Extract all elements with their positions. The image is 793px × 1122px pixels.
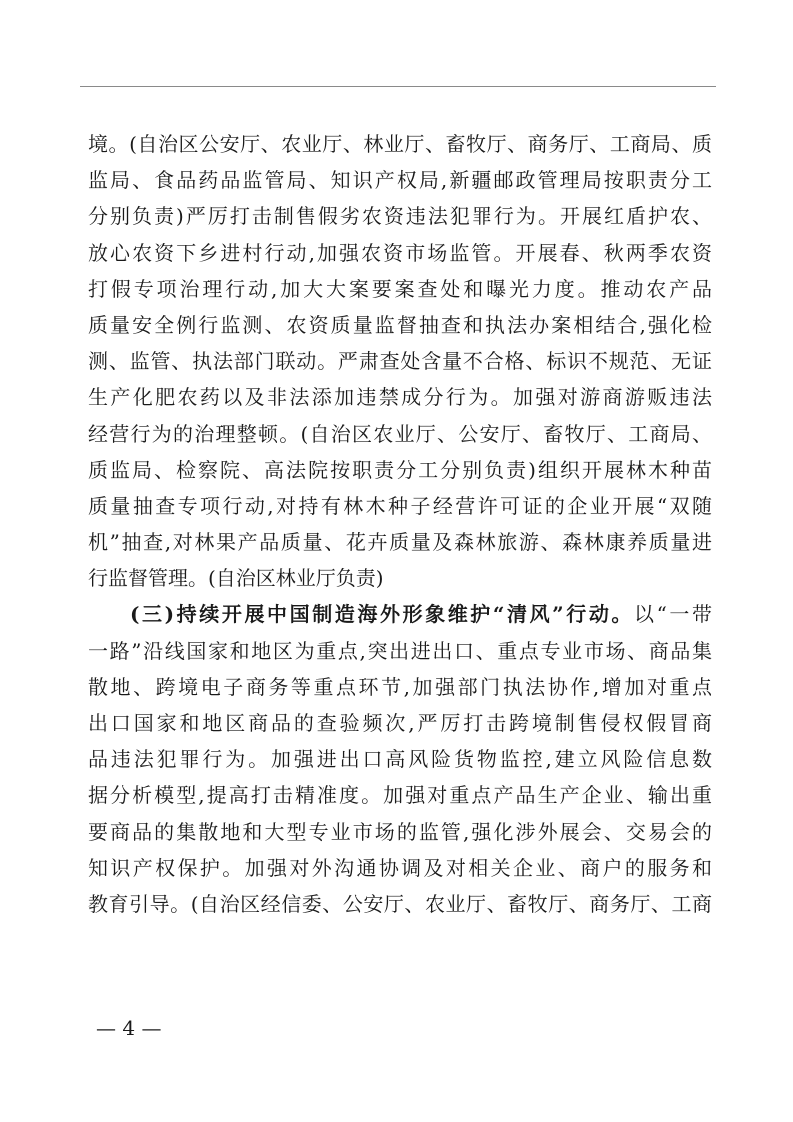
page-number: — 4 — (96, 1016, 162, 1040)
text-line: 知识产权保护。加强对外沟通协调及对相关企业、商户的服务和 (88, 855, 712, 880)
text-line: 经营行为的治理整顿。(自治区农业厅、公安厅、畜牧厅、工商局、 (88, 421, 712, 446)
section-first-line-tail: 以“一带 (634, 602, 712, 627)
section-first-line (88, 596, 712, 632)
text-line: 要商品的集散地和大型专业市场的监管,强化涉外展会、交易会的 (88, 819, 712, 844)
text-line: 监局、食品药品监管局、知识产权局,新疆邮政管理局按职责分工 (88, 168, 712, 193)
text-line: 行监督管理。(自治区林业厅负责) (88, 566, 384, 591)
text-line: 出口国家和地区商品的查验频次,严厉打击跨境制售侵权假冒商 (88, 711, 712, 735)
text-line: 质量安全例行监测、农资质量监督抽查和执法办案相结合,强化检 (88, 312, 712, 337)
text-line: 打假专项治理行动,加大大案要案查处和曝光力度。推动农产品 (88, 276, 712, 301)
text-line: 一路”沿线国家和地区为重点,突出进出口、重点专业市场、商品集 (88, 638, 712, 663)
text-line: 境。(自治区公安厅、农业厅、林业厅、畜牧厅、商务厅、工商局、质 (88, 132, 712, 156)
text-line: 品违法犯罪行为。加强进出口高风险货物监控,建立风险信息数 (88, 747, 712, 772)
section-heading: (三)持续开展中国制造海外形象维护“清风”行动。 (130, 602, 635, 627)
text-line: 质监局、检察院、高法院按职责分工分别负责)组织开展林木种苗 (88, 457, 712, 482)
text-line: 测、监管、执法部门联动。严肃查处含量不合格、标识不规范、无证 (88, 349, 712, 374)
document-body (88, 126, 712, 922)
text-line: 机”抽查,对林果产品质量、花卉质量及森林旅游、森林康养质量进 (88, 530, 712, 555)
text-line: 分别负责)严厉打击制售假劣农资违法犯罪行为。开展红盾护农、 (88, 204, 712, 229)
paragraph-continued (88, 126, 712, 596)
text-line: 教育引导。(自治区经信委、公安厅、农业厅、畜牧厅、商务厅、工商 (88, 891, 712, 916)
text-line: 据分析模型,提高打击精准度。加强对重点产品生产企业、输出重 (88, 783, 712, 808)
text-line: 生产化肥农药以及非法添加违禁成分行为。加强对游商游贩违法 (88, 385, 712, 410)
text-line: 放心农资下乡进村行动,加强农资市场监管。开展春、秋两季农资 (88, 240, 712, 265)
text-line: 质量抽查专项行动,对持有林木种子经营许可证的企业开展“双随 (88, 493, 712, 518)
section-paragraph (88, 596, 712, 922)
header-rule (80, 86, 716, 87)
text-line: 散地、跨境电子商务等重点环节,加强部门执法协作,增加对重点 (88, 674, 712, 699)
